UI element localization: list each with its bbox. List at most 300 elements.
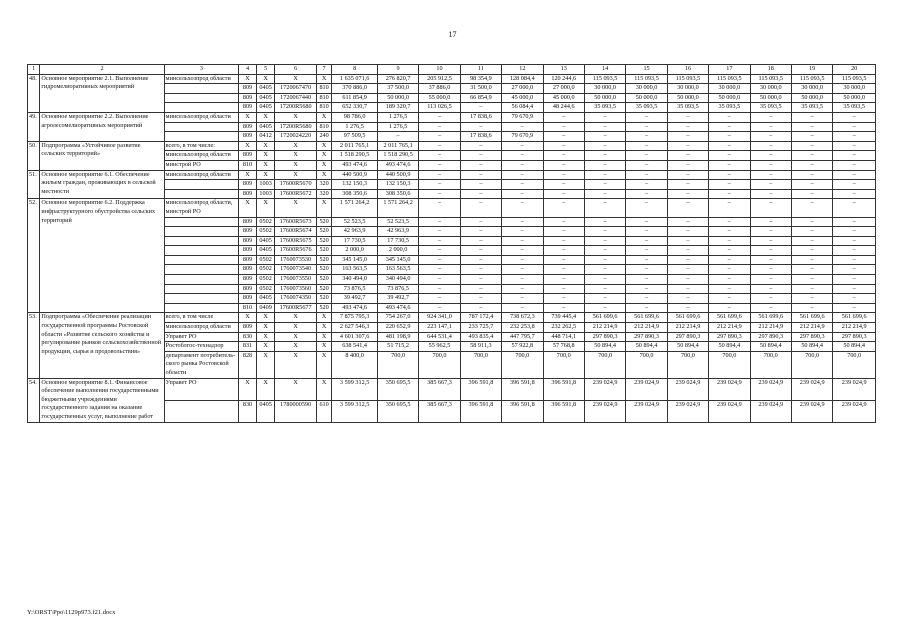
amount-cell: – bbox=[584, 151, 625, 161]
amount-cell: – bbox=[833, 189, 876, 199]
amount-cell: 50 000,0 bbox=[709, 93, 750, 103]
page-number: 17 bbox=[448, 30, 457, 39]
amount-cell: – bbox=[460, 284, 501, 294]
amount-cell: – bbox=[833, 151, 876, 161]
amount-cell: 39 492,7 bbox=[377, 294, 418, 304]
amount-cell: – bbox=[709, 141, 750, 151]
column-number-header: 20 bbox=[833, 65, 876, 75]
vr-code: Х bbox=[316, 332, 332, 342]
amount-cell: 73 876,5 bbox=[332, 284, 378, 294]
amount-cell: 45 000,0 bbox=[543, 93, 584, 103]
amount-cell: 4 601 307,6 bbox=[332, 332, 378, 342]
amount-cell: 297 890,3 bbox=[709, 332, 750, 342]
rzpr-code: Х bbox=[256, 151, 275, 161]
executor-cell bbox=[164, 246, 239, 256]
amount-cell: – bbox=[709, 227, 750, 237]
table-row bbox=[28, 199, 876, 217]
amount-cell: – bbox=[419, 151, 460, 161]
amount-cell: – bbox=[584, 303, 625, 313]
amount-cell: 385 667,3 bbox=[419, 378, 460, 400]
csr-code: 17600R5677 bbox=[275, 303, 316, 313]
executor-cell bbox=[164, 132, 239, 142]
amount-cell: 1 571 264,2 bbox=[332, 199, 378, 217]
csr-code: 17600R5674 bbox=[275, 227, 316, 237]
vr-code: 520 bbox=[316, 303, 332, 313]
rzpr-code: Х bbox=[256, 160, 275, 170]
vr-code: 520 bbox=[316, 294, 332, 304]
vr-code: 520 bbox=[316, 227, 332, 237]
amount-cell: – bbox=[750, 217, 791, 227]
grbs-code: Х bbox=[239, 74, 257, 84]
amount-cell: 239 024,9 bbox=[584, 400, 625, 422]
amount-cell: 212 214,9 bbox=[791, 323, 832, 333]
amount-cell: – bbox=[750, 236, 791, 246]
vr-code: 520 bbox=[316, 236, 332, 246]
executor-cell bbox=[164, 294, 239, 304]
amount-cell: 31 500,0 bbox=[460, 84, 501, 94]
rzpr-code: 0405 bbox=[256, 294, 275, 304]
amount-cell: – bbox=[667, 132, 708, 142]
rzpr-code: 0405 bbox=[256, 236, 275, 246]
amount-cell: – bbox=[667, 255, 708, 265]
amount-cell: 57 768,8 bbox=[543, 342, 584, 352]
amount-cell: 239 024,9 bbox=[667, 378, 708, 400]
amount-cell: – bbox=[543, 112, 584, 122]
amount-cell: 1 518 290,5 bbox=[377, 151, 418, 161]
amount-cell: – bbox=[709, 180, 750, 190]
amount-cell: – bbox=[833, 170, 876, 180]
amount-cell: – bbox=[667, 275, 708, 285]
column-number-header: 12 bbox=[502, 65, 543, 75]
amount-cell: – bbox=[626, 227, 667, 237]
amount-cell: – bbox=[791, 255, 832, 265]
grbs-code: 809 bbox=[239, 180, 257, 190]
executor-cell bbox=[164, 303, 239, 313]
amount-cell: 396 591,8 bbox=[502, 400, 543, 422]
executor-cell: минсельхозпрод области, минстрой РО bbox=[164, 199, 239, 217]
amount-cell: 42 963,9 bbox=[377, 227, 418, 237]
amount-cell: – bbox=[584, 246, 625, 256]
amount-cell: 35 093,5 bbox=[626, 103, 667, 113]
amount-cell: – bbox=[791, 284, 832, 294]
amount-cell: 340 494,0 bbox=[332, 275, 378, 285]
amount-cell: – bbox=[502, 189, 543, 199]
vr-code: 320 bbox=[316, 180, 332, 190]
amount-cell: 754 267,0 bbox=[377, 313, 418, 323]
amount-cell: 232 262,5 bbox=[543, 323, 584, 333]
amount-cell: – bbox=[833, 275, 876, 285]
csr-code: 17600R5673 bbox=[275, 217, 316, 227]
csr-code: 1760073550 bbox=[275, 275, 316, 285]
executor-cell bbox=[164, 189, 239, 199]
amount-cell: 700,0 bbox=[667, 351, 708, 378]
amount-cell: – bbox=[626, 132, 667, 142]
vr-code: 320 bbox=[316, 189, 332, 199]
amount-cell: 239 024,9 bbox=[833, 400, 876, 422]
executor-cell bbox=[164, 217, 239, 227]
amount-cell: – bbox=[584, 275, 625, 285]
table-row bbox=[28, 141, 876, 151]
vr-code: Х bbox=[316, 323, 332, 333]
amount-cell: 35 093,5 bbox=[833, 103, 876, 113]
amount-cell: 447 795,7 bbox=[502, 332, 543, 342]
csr-code: 17200R5680 bbox=[275, 103, 316, 113]
amount-cell: – bbox=[502, 151, 543, 161]
grbs-code: 809 bbox=[239, 255, 257, 265]
column-number-header: 18 bbox=[750, 65, 791, 75]
executor-cell bbox=[164, 284, 239, 294]
amount-cell: 396 591,8 bbox=[543, 400, 584, 422]
amount-cell: 493 474,6 bbox=[377, 303, 418, 313]
measure-title: Основное мероприятие 6.2. Поддержка инфраструктурного обустройства сельских территорий bbox=[40, 199, 164, 313]
amount-cell: – bbox=[460, 199, 501, 217]
amount-cell: – bbox=[791, 141, 832, 151]
amount-cell: 2 000,0 bbox=[377, 246, 418, 256]
column-number-header: 11 bbox=[460, 65, 501, 75]
column-number-header: 7 bbox=[316, 65, 332, 75]
csr-code: Х bbox=[275, 199, 316, 217]
rzpr-code: Х bbox=[256, 378, 275, 400]
amount-cell: 239 024,9 bbox=[791, 400, 832, 422]
amount-cell: – bbox=[667, 294, 708, 304]
amount-cell: – bbox=[460, 294, 501, 304]
rzpr-code: 1003 bbox=[256, 180, 275, 190]
amount-cell: 308 350,6 bbox=[377, 189, 418, 199]
rzpr-code: Х bbox=[256, 332, 275, 342]
amount-cell: 3 599 312,5 bbox=[332, 400, 378, 422]
amount-cell: 52 523,5 bbox=[377, 217, 418, 227]
amount-cell: 1 276,5 bbox=[377, 122, 418, 132]
measure-title: Основное мероприятие 2.2. Выполнение агролесомелиоративных мероприятий bbox=[40, 112, 164, 141]
amount-cell: – bbox=[833, 112, 876, 122]
amount-cell: – bbox=[502, 160, 543, 170]
csr-code: 17600R5672 bbox=[275, 189, 316, 199]
amount-cell: 73 876,5 bbox=[377, 284, 418, 294]
amount-cell: – bbox=[419, 180, 460, 190]
amount-cell: – bbox=[502, 265, 543, 275]
amount-cell: 493 835,4 bbox=[460, 332, 501, 342]
row-number: 49. bbox=[28, 112, 40, 141]
amount-cell: – bbox=[750, 294, 791, 304]
amount-cell: – bbox=[833, 255, 876, 265]
amount-cell: – bbox=[667, 199, 708, 217]
executor-cell: Управет РО bbox=[164, 378, 239, 400]
csr-code: 1780000590 bbox=[275, 400, 316, 422]
amount-cell: 493 474,6 bbox=[332, 160, 378, 170]
amount-cell: – bbox=[460, 103, 501, 113]
amount-cell: 700,0 bbox=[750, 351, 791, 378]
rzpr-code: 0502 bbox=[256, 217, 275, 227]
amount-cell: – bbox=[502, 275, 543, 285]
amount-cell: 205 912,5 bbox=[419, 74, 460, 84]
amount-cell: – bbox=[709, 170, 750, 180]
amount-cell: 42 963,9 bbox=[332, 227, 378, 237]
amount-cell: 30 000,0 bbox=[626, 84, 667, 94]
amount-cell: 163 563,5 bbox=[332, 265, 378, 275]
amount-cell: 17 838,6 bbox=[460, 112, 501, 122]
amount-cell: – bbox=[626, 294, 667, 304]
amount-cell: 212 214,9 bbox=[750, 323, 791, 333]
amount-cell: – bbox=[460, 189, 501, 199]
amount-cell: – bbox=[833, 303, 876, 313]
amount-cell: 30 000,0 bbox=[833, 84, 876, 94]
executor-cell bbox=[164, 93, 239, 103]
amount-cell: – bbox=[750, 265, 791, 275]
amount-cell: 297 890,3 bbox=[667, 332, 708, 342]
column-number-header: 10 bbox=[419, 65, 460, 75]
row-number: 53. bbox=[28, 313, 40, 378]
amount-cell: 297 890,3 bbox=[584, 332, 625, 342]
amount-cell: 30 000,0 bbox=[791, 84, 832, 94]
amount-cell: – bbox=[750, 151, 791, 161]
vr-code: Х bbox=[316, 170, 332, 180]
amount-cell: – bbox=[419, 122, 460, 132]
amount-cell: – bbox=[584, 112, 625, 122]
column-number-header: 1 bbox=[28, 65, 40, 75]
vr-code: 520 bbox=[316, 265, 332, 275]
amount-cell: 115 093,5 bbox=[667, 74, 708, 84]
amount-cell: – bbox=[460, 227, 501, 237]
amount-cell: – bbox=[709, 112, 750, 122]
amount-cell: 700,0 bbox=[543, 351, 584, 378]
amount-cell: 611 854,9 bbox=[332, 93, 378, 103]
grbs-code: 809 bbox=[239, 132, 257, 142]
executor-cell bbox=[164, 103, 239, 113]
amount-cell: – bbox=[750, 303, 791, 313]
amount-cell: 66 854,9 bbox=[460, 93, 501, 103]
grbs-code: 828 bbox=[239, 351, 257, 378]
amount-cell: 50 000,0 bbox=[833, 93, 876, 103]
amount-cell: – bbox=[543, 236, 584, 246]
amount-cell: – bbox=[791, 151, 832, 161]
grbs-code: 809 bbox=[239, 246, 257, 256]
rzpr-code: 0405 bbox=[256, 103, 275, 113]
rzpr-code: Х bbox=[256, 351, 275, 378]
amount-cell: – bbox=[419, 227, 460, 237]
amount-cell: – bbox=[419, 284, 460, 294]
amount-cell: 700,0 bbox=[460, 351, 501, 378]
column-number-header: 15 bbox=[626, 65, 667, 75]
amount-cell: – bbox=[502, 236, 543, 246]
amount-cell: 350 695,5 bbox=[377, 378, 418, 400]
amount-cell: 561 699,6 bbox=[750, 313, 791, 323]
vr-code: Х bbox=[316, 151, 332, 161]
amount-cell: – bbox=[584, 284, 625, 294]
amount-cell: 30 000,0 bbox=[750, 84, 791, 94]
amount-cell: – bbox=[460, 255, 501, 265]
column-number-header: 17 bbox=[709, 65, 750, 75]
csr-code: Х bbox=[275, 170, 316, 180]
amount-cell: – bbox=[626, 170, 667, 180]
amount-cell: 35 093,5 bbox=[584, 103, 625, 113]
amount-cell: 481 198,9 bbox=[377, 332, 418, 342]
amount-cell: 115 093,5 bbox=[709, 74, 750, 84]
amount-cell: – bbox=[667, 217, 708, 227]
vr-code: 240 bbox=[316, 132, 332, 142]
column-number-header: 8 bbox=[332, 65, 378, 75]
executor-cell: минсельхозпрод области bbox=[164, 170, 239, 180]
amount-cell: – bbox=[460, 170, 501, 180]
amount-cell: 115 093,5 bbox=[791, 74, 832, 84]
vr-code: Х bbox=[316, 351, 332, 378]
executor-cell bbox=[164, 265, 239, 275]
amount-cell: 50 000,0 bbox=[667, 93, 708, 103]
amount-cell: – bbox=[791, 199, 832, 217]
amount-cell: – bbox=[460, 151, 501, 161]
amount-cell: – bbox=[626, 265, 667, 275]
amount-cell: 50 000,0 bbox=[377, 93, 418, 103]
amount-cell: 50 894,4 bbox=[626, 342, 667, 352]
amount-cell: – bbox=[791, 160, 832, 170]
amount-cell: 700,0 bbox=[791, 351, 832, 378]
amount-cell: – bbox=[833, 265, 876, 275]
amount-cell: – bbox=[543, 132, 584, 142]
amount-cell: – bbox=[502, 141, 543, 151]
rzpr-code: 1003 bbox=[256, 189, 275, 199]
grbs-code: 809 bbox=[239, 275, 257, 285]
rzpr-code: Х bbox=[256, 313, 275, 323]
grbs-code: 810 bbox=[239, 160, 257, 170]
amount-cell: – bbox=[584, 294, 625, 304]
vr-code: Х bbox=[316, 199, 332, 217]
amount-cell: 212 214,9 bbox=[667, 323, 708, 333]
grbs-code: 831 bbox=[239, 342, 257, 352]
rzpr-code: Х bbox=[256, 170, 275, 180]
amount-cell: – bbox=[584, 180, 625, 190]
csr-code: Х bbox=[275, 160, 316, 170]
amount-cell: 2 000,0 bbox=[332, 246, 378, 256]
amount-cell: – bbox=[709, 275, 750, 285]
amount-cell: – bbox=[833, 132, 876, 142]
amount-cell: – bbox=[750, 189, 791, 199]
amount-cell: 163 563,5 bbox=[377, 265, 418, 275]
amount-cell: – bbox=[667, 180, 708, 190]
amount-cell: 370 886,0 bbox=[332, 84, 378, 94]
amount-cell: 239 024,9 bbox=[750, 400, 791, 422]
csr-code: Х bbox=[275, 323, 316, 333]
amount-cell: 350 695,5 bbox=[377, 400, 418, 422]
executor-cell: Управет РО bbox=[164, 332, 239, 342]
amount-cell: 17 730,5 bbox=[377, 236, 418, 246]
amount-cell: – bbox=[709, 122, 750, 132]
amount-cell: – bbox=[626, 275, 667, 285]
amount-cell: 97 509,5 bbox=[332, 132, 378, 142]
amount-cell: 212 214,9 bbox=[626, 323, 667, 333]
amount-cell: – bbox=[502, 122, 543, 132]
amount-cell: – bbox=[626, 151, 667, 161]
amount-cell: 297 890,3 bbox=[833, 332, 876, 342]
amount-cell: – bbox=[460, 236, 501, 246]
amount-cell: – bbox=[709, 303, 750, 313]
amount-cell: – bbox=[709, 199, 750, 217]
amount-cell: – bbox=[667, 246, 708, 256]
amount-cell: – bbox=[750, 180, 791, 190]
amount-cell: 396 591,8 bbox=[460, 400, 501, 422]
vr-code: 810 bbox=[316, 84, 332, 94]
amount-cell: 239 024,9 bbox=[833, 378, 876, 400]
amount-cell: – bbox=[750, 246, 791, 256]
amount-cell: – bbox=[502, 170, 543, 180]
table-row bbox=[28, 74, 876, 84]
amount-cell: – bbox=[833, 227, 876, 237]
table-row bbox=[28, 313, 876, 323]
column-number-header: 13 bbox=[543, 65, 584, 75]
executor-cell: Ростоблгос-технадзор bbox=[164, 342, 239, 352]
amount-cell: 493 474,6 bbox=[332, 303, 378, 313]
amount-cell: – bbox=[667, 151, 708, 161]
amount-cell: – bbox=[502, 217, 543, 227]
grbs-code: 809 bbox=[239, 236, 257, 246]
amount-cell: 57 922,8 bbox=[502, 342, 543, 352]
executor-cell bbox=[164, 122, 239, 132]
amount-cell: 2 011 765,1 bbox=[332, 141, 378, 151]
grbs-code: 809 bbox=[239, 122, 257, 132]
amount-cell: – bbox=[419, 170, 460, 180]
amount-cell: – bbox=[833, 141, 876, 151]
vr-code: 810 bbox=[316, 122, 332, 132]
amount-cell: – bbox=[584, 265, 625, 275]
amount-cell: – bbox=[791, 265, 832, 275]
csr-code: Х bbox=[275, 351, 316, 378]
vr-code: 610 bbox=[316, 400, 332, 422]
amount-cell: – bbox=[419, 275, 460, 285]
vr-code: Х bbox=[316, 74, 332, 84]
amount-cell: 52 523,5 bbox=[332, 217, 378, 227]
amount-cell: – bbox=[543, 151, 584, 161]
amount-cell: – bbox=[543, 275, 584, 285]
grbs-code: Х bbox=[239, 378, 257, 400]
measure-title: Основное мероприятие 6.1. Обеспечение жильем граждан, проживающих в сельской местности bbox=[40, 170, 164, 199]
rzpr-code: 0409 bbox=[256, 303, 275, 313]
vr-code: 520 bbox=[316, 217, 332, 227]
executor-cell: минсельхозпрод области bbox=[164, 323, 239, 333]
amount-cell: 50 000,0 bbox=[791, 93, 832, 103]
amount-cell: – bbox=[584, 160, 625, 170]
amount-cell: 239 024,9 bbox=[667, 400, 708, 422]
executor-cell bbox=[164, 236, 239, 246]
executor-cell: минстрой РО bbox=[164, 160, 239, 170]
amount-cell: – bbox=[419, 199, 460, 217]
amount-cell: – bbox=[791, 112, 832, 122]
amount-cell: – bbox=[791, 294, 832, 304]
amount-cell: 276 820,7 bbox=[377, 74, 418, 84]
rzpr-code: 0502 bbox=[256, 255, 275, 265]
grbs-code: 830 bbox=[239, 400, 257, 422]
amount-cell: – bbox=[502, 180, 543, 190]
row-number: 48. bbox=[28, 74, 40, 112]
amount-cell: 700,0 bbox=[833, 351, 876, 378]
rzpr-code: Х bbox=[256, 141, 275, 151]
amount-cell: – bbox=[626, 303, 667, 313]
amount-cell: – bbox=[460, 246, 501, 256]
amount-cell: 50 000,0 bbox=[626, 93, 667, 103]
amount-cell: – bbox=[709, 284, 750, 294]
executor-cell: департамент потребитель-ского рынка Ростовской области bbox=[164, 351, 239, 378]
amount-cell: 37 886,0 bbox=[419, 84, 460, 94]
column-number-header: 5 bbox=[256, 65, 275, 75]
vr-code: 520 bbox=[316, 246, 332, 256]
csr-code: Х bbox=[275, 378, 316, 400]
measure-title: Подпрограмма «Устойчивое развитие сельских территорий» bbox=[40, 141, 164, 170]
amount-cell: – bbox=[667, 303, 708, 313]
grbs-code: 809 bbox=[239, 84, 257, 94]
rzpr-code: 0502 bbox=[256, 284, 275, 294]
amount-cell: – bbox=[626, 246, 667, 256]
amount-cell: – bbox=[626, 122, 667, 132]
amount-cell: – bbox=[584, 236, 625, 246]
amount-cell: 30 000,0 bbox=[709, 84, 750, 94]
amount-cell: 297 890,3 bbox=[626, 332, 667, 342]
